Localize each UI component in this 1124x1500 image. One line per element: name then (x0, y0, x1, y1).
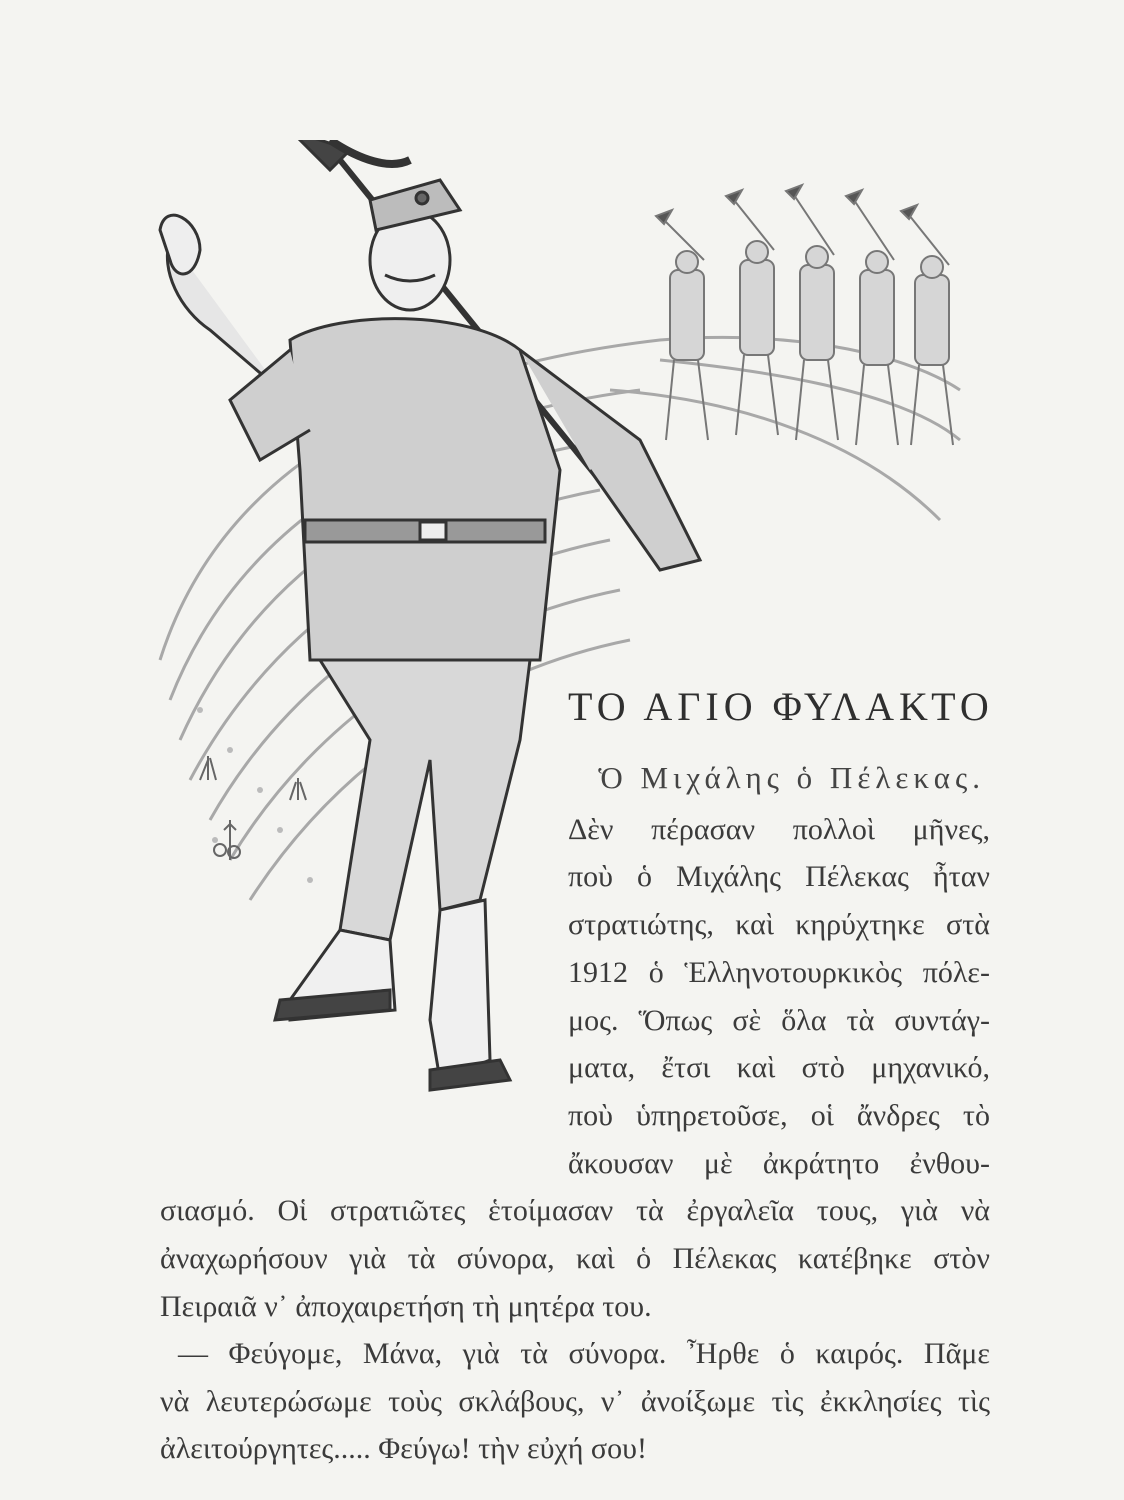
text-line: ἀναχωρήσουν γιὰ τὰ σύνορα, καὶ ὁ Πέλεκας κατέβηκε στὸν (160, 1242, 990, 1275)
text-line: Πειραιᾶ ν᾽ ἀποχαιρετήση τὴ μητέρα του. (160, 1290, 652, 1323)
text-line: σιασμό. Οἱ στρατιῶτες ἑτοίμασαν τὰ ἐργαλεῖα τους, γιὰ νὰ (160, 1194, 990, 1227)
dialogue-line: — Φεύγομε, Μάνα, γιὰ τὰ σύνορα. Ἦρθε ὁ καιρός. Πᾶμε (178, 1337, 990, 1370)
text-line: ποὺ ὁ Μιχάλης Πέλεκας ἦταν (568, 860, 990, 893)
text-line: ποὺ ὑπηρετοῦσε, οἱ ἄνδρες τὸ (568, 1099, 990, 1132)
text-line: ἄκουσαν μὲ ἀκράτητο ἐνθου- (568, 1147, 990, 1180)
text-line: στρατιώτης, καὶ κηρύχτηκε στὰ (568, 908, 990, 941)
text-line: μος. Ὅπως σὲ ὅλα τὰ συντάγ- (568, 1004, 990, 1037)
text-line: Δὲν πέρασαν πολλοὶ μῆνες, (568, 813, 990, 846)
text-line: ματα, ἔτσι καὶ στὸ μηχανικό, (568, 1051, 990, 1084)
text-line: 1912 ὁ Ἑλληνοτουρκικὸς πόλε- (568, 956, 990, 989)
page-title: ΤΟ ΑΓΙΟ ΦΥΛΑΚΤΟ (568, 684, 994, 729)
marching-soldiers (656, 185, 953, 445)
main-soldier (160, 140, 700, 1090)
dialogue-line: νὰ λευτερώσωμε τοὺς σκλάβους, ν᾽ ἀνοίξωμε τὶς ἐκκλησίες τὶς (160, 1385, 990, 1418)
woodcut-illustration (140, 140, 1000, 1150)
dialogue-line: ἀλειτούργητες..... Φεύγω! τὴν εὐχή σου! (160, 1432, 647, 1465)
soldier-illustration (140, 140, 1000, 1150)
hill-dots (197, 707, 313, 883)
section-subtitle: Ὁ Μιχάλης ὁ Πέλεκας. (598, 760, 985, 795)
